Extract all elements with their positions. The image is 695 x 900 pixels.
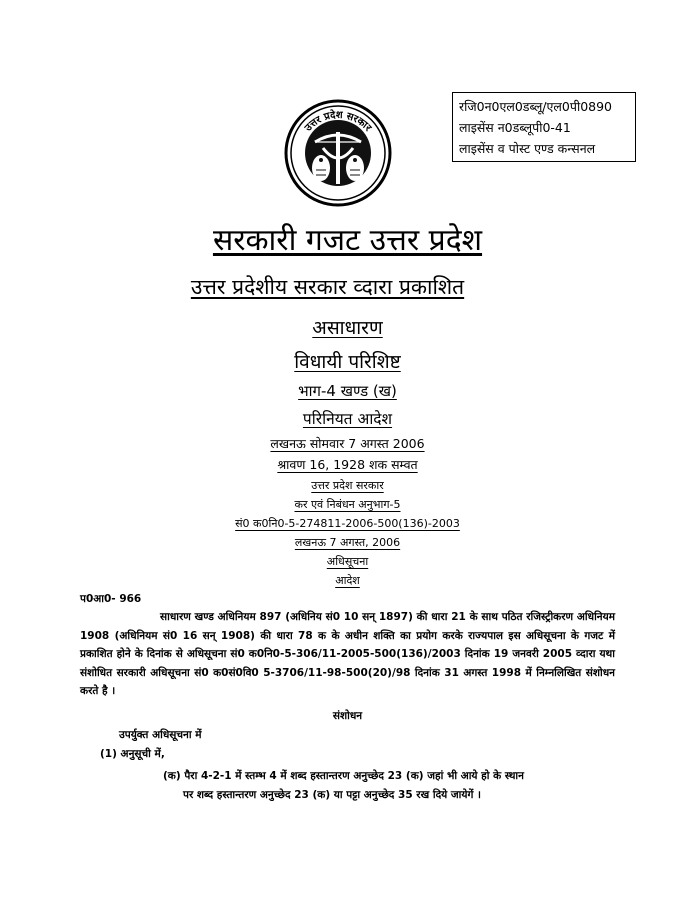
registration-box — [452, 92, 636, 162]
order-label: आदेश — [335, 574, 360, 587]
gazette-subtitle: उत्तर प्रदेशीय सरकार व्दारा प्रकाशित — [190, 275, 465, 299]
registration-number: रजि0न0एल0डब्लू/एल0पी0890 — [459, 99, 613, 114]
issuer-number: सं0 क0नि0-5-274811-2006-500(136)-2003 — [235, 517, 460, 530]
saka-date-line: श्रावण 16, 1928 शक सम्वत — [277, 457, 418, 472]
supplement-label: विधायी परिशिष्ट — [294, 351, 401, 373]
gazette-title: सरकारी गजट उत्तर प्रदेश — [212, 223, 483, 258]
reference-number: प0आ0- 966 — [80, 593, 142, 605]
amendment-item-line1: (क) पैरा 4-2-1 में स्तम्भ 4 में शब्द हस्तान्तरण अनुच्छेद 23 (क) जहां भी आये हो के स्थान — [163, 770, 524, 782]
extraordinary-label: असाधारण — [312, 317, 383, 339]
amendment-heading: संशोधन — [332, 710, 363, 722]
issuer-date: लखनऊ 7 अगस्त, 2006 — [294, 536, 401, 549]
license-post-line: लाइसेंस व पोस्ट एण्ड कन्सनल — [459, 141, 596, 156]
main-paragraph: साधारण खण्ड अधिनियम 897 (अधिनिय सं0 10 सन् 1897) की धारा 21 के साथ पठित रजिस्ट्रीकरण अधिनियम 1908 (अधिनियम सं0 16 सन् 1908) की धारा 78 क के अधीन शक्ति का प्रयोग करके राज्यपाल इस अधिसूचना के गजट में प्रकाशित होने के दिनांक से अधिसूचना सं0 क0नि0-5-306/11-2005-500(136)/2003 दिनांक 19 जनवरी 2005 व्दारा यथा संशोधित सरकारी अधिसूचना सं0 क0सं0वि0 5-3706/11-98-500(20)/98 दिनांक 31 अगस्त 1998 में निम्नलिखित संशोधन करते है । — [80, 611, 615, 697]
notification-label: अधिसूचना — [326, 555, 369, 568]
order-type-label: परिनियत आदेश — [302, 410, 393, 428]
issuer-government: उत्तर प्रदेश सरकार — [311, 479, 384, 492]
amendment-item-line2: पर शब्द हस्तान्तरण अनुच्छेद 23 (क) या पट्टा अनुच्छेद 35 रख दिये जायेगें । — [183, 789, 482, 801]
issuer-department: कर एवं निबंधन अनुभाग-5 — [294, 498, 401, 511]
part-section-label: भाग-4 खण्ड (ख) — [298, 382, 397, 400]
amendment-item-ka — [163, 767, 615, 805]
date-line: लखनऊ सोमवार 7 अगस्त 2006 — [270, 436, 425, 451]
emblem-text: उत्तर प्रदेश सरकार — [302, 109, 374, 134]
license-number: लाइसेंस न0डब्लूपी0-41 — [459, 120, 571, 135]
gazette-subtitle-wrap — [0, 273, 695, 301]
amendment-intro: उपर्युक्त अधिसूचना में — [119, 729, 202, 741]
up-government-emblem-icon — [283, 98, 393, 208]
schedule-item: (1) अनुसूची में, — [100, 748, 165, 760]
